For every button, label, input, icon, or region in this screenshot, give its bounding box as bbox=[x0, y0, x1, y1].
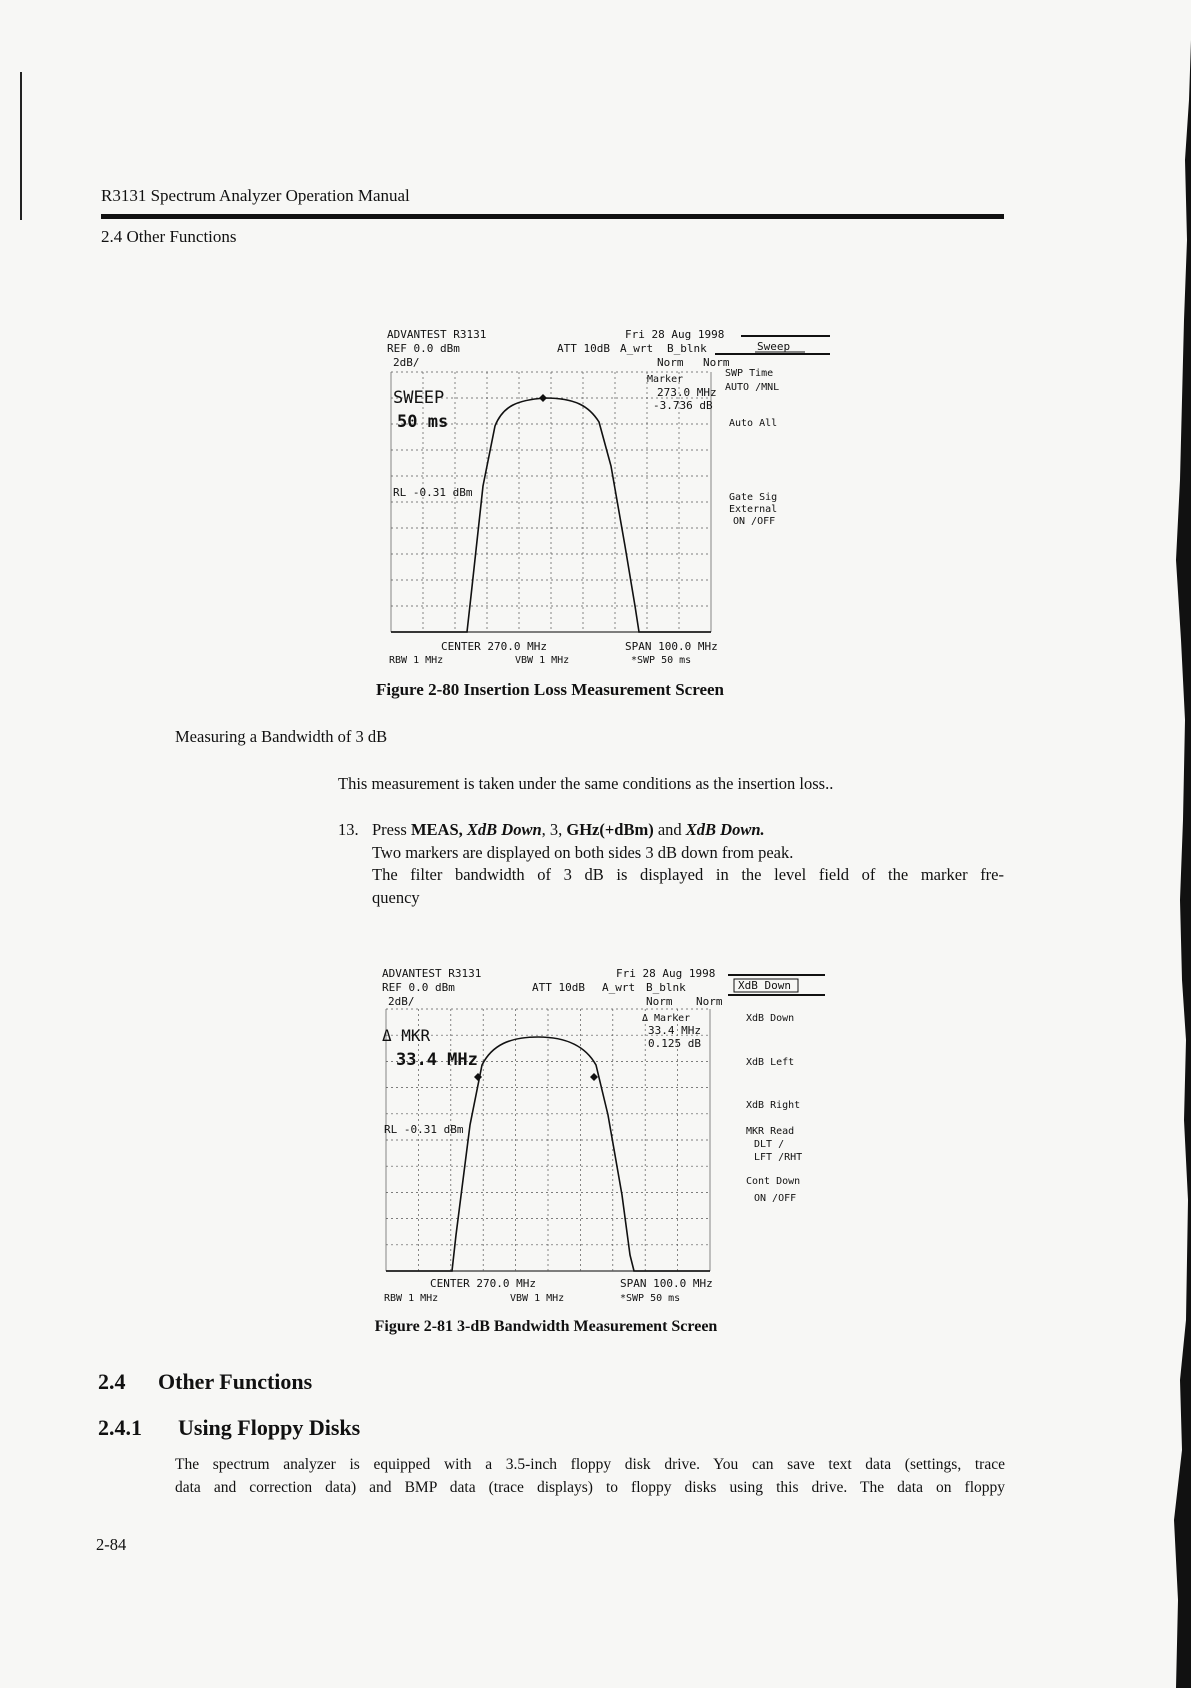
section-2-4-number: 2.4 bbox=[98, 1369, 126, 1394]
fig2-menu-7: ON /OFF bbox=[754, 1193, 797, 1204]
paragraph-conditions: This measurement is taken under the same conditions as the insertion loss.. bbox=[338, 774, 834, 793]
fig1-menu-4: External bbox=[729, 504, 778, 515]
fig2-bblnk: B_blnk bbox=[646, 981, 686, 994]
marker-diamond bbox=[539, 394, 547, 402]
fig2-swp: *SWP 50 ms bbox=[620, 1293, 681, 1304]
fig1-big-label-2: 50 ms bbox=[397, 412, 449, 432]
fig2-vbw: VBW 1 MHz bbox=[510, 1293, 565, 1304]
fig2-norm-a: Norm bbox=[646, 995, 673, 1008]
fig2-menu-2: XdB Right bbox=[746, 1100, 801, 1111]
floppy-para-line2: data and correction data) and BMP data (trace displays) to floppy disks using this drive. The data on floppy bbox=[175, 1479, 1005, 1496]
softkey-xdb-down-1: XdB Down bbox=[466, 820, 542, 839]
fig2-awrt: A_wrt bbox=[602, 981, 636, 994]
fig1-span: SPAN 100.0 MHz bbox=[625, 640, 718, 653]
section-header: 2.4 Other Functions bbox=[101, 227, 237, 246]
fig1-swp: *SWP 50 ms bbox=[631, 655, 692, 666]
fig2-marker-freq: 33.4 MHz bbox=[648, 1024, 701, 1037]
fig2-big-label-2: 33.4 MHz bbox=[396, 1050, 478, 1070]
fig1-menu-1: AUTO /MNL bbox=[725, 382, 780, 393]
figure-2-screen bbox=[380, 965, 832, 1307]
fig1-rbw: RBW 1 MHz bbox=[389, 655, 444, 666]
fig2-center: CENTER 270.0 MHz bbox=[430, 1277, 536, 1290]
marker-diamond bbox=[590, 1073, 598, 1081]
section-2-4-1-title: Using Floppy Disks bbox=[178, 1415, 361, 1440]
page-number: 2-84 bbox=[96, 1535, 127, 1554]
fig1-att: ATT 10dB bbox=[557, 342, 610, 355]
step-13-line2: Two markers are displayed on both sides 3 dB down from peak. bbox=[372, 843, 794, 862]
fig1-awrt: A_wrt bbox=[620, 342, 654, 355]
fig2-menu-1: XdB Left bbox=[746, 1057, 795, 1068]
key-meas: MEAS, bbox=[410, 820, 463, 839]
step-13-instruction bbox=[372, 819, 765, 841]
figure-2-caption: Figure 2-81 3-dB Bandwidth Measurement Screen bbox=[374, 1318, 718, 1335]
fig1-menu-title: Sweep bbox=[757, 340, 791, 353]
fig1-marker-label: Marker bbox=[647, 374, 684, 385]
fig1-date: Fri 28 Aug 1998 bbox=[625, 328, 725, 341]
fig1-big-label-1: SWEEP bbox=[393, 388, 445, 408]
step-13-line4: quency bbox=[372, 888, 420, 907]
fig2-menu-title: XdB Down bbox=[738, 979, 791, 992]
step-press: Press bbox=[372, 820, 407, 839]
fig1-rl: RL -0.31 dBm bbox=[393, 486, 473, 499]
header-rule bbox=[101, 214, 1004, 219]
fig2-markers bbox=[474, 1073, 598, 1081]
section-2-4-title: Other Functions bbox=[158, 1369, 313, 1394]
fig2-big-label-1: Δ MKR bbox=[382, 1026, 431, 1045]
fig2-rbw: RBW 1 MHz bbox=[384, 1293, 439, 1304]
section-2-4-1-number: 2.4.1 bbox=[98, 1415, 142, 1440]
manual-title: R3131 Spectrum Analyzer Operation Manual bbox=[101, 186, 410, 205]
step-13-line3: The filter bandwidth of 3 dB is displayed in the level field of the marker fre- bbox=[372, 865, 1004, 884]
fig2-span: SPAN 100.0 MHz bbox=[620, 1277, 713, 1290]
subheading-3db: Measuring a Bandwidth of 3 dB bbox=[175, 727, 388, 746]
fig1-menu-3: Gate Sig bbox=[729, 492, 778, 503]
fig1-bblnk: B_blnk bbox=[667, 342, 707, 355]
figure-1-screen bbox=[385, 326, 837, 666]
fig2-date: Fri 28 Aug 1998 bbox=[616, 967, 716, 980]
softkey-xdb-down-2: XdB Down. bbox=[685, 820, 765, 839]
fig1-top-left: ADVANTEST R3131 bbox=[387, 328, 487, 341]
fig2-menu-5: LFT /RHT bbox=[754, 1152, 803, 1163]
floppy-para-line1: The spectrum analyzer is equipped with a 3.5-inch floppy disk drive. You can save text data (settings, trace bbox=[175, 1456, 1005, 1473]
fig2-scale: 2dB/ bbox=[388, 995, 415, 1008]
fig1-center: CENTER 270.0 MHz bbox=[441, 640, 547, 653]
fig2-top-left: ADVANTEST R3131 bbox=[382, 967, 482, 980]
fig1-vbw: VBW 1 MHz bbox=[515, 655, 570, 666]
fig1-marker-freq: 273.0 MHz bbox=[657, 386, 717, 399]
fig1-norm-b: Norm bbox=[703, 356, 730, 369]
fig2-rl: RL -0.31 dBm bbox=[384, 1123, 464, 1136]
figure-1-caption: Figure 2-80 Insertion Loss Measurement Screen bbox=[376, 680, 724, 699]
fig2-norm-b: Norm bbox=[696, 995, 723, 1008]
fig1-menu-0: SWP Time bbox=[725, 368, 774, 379]
fig1-menu-5: ON /OFF bbox=[733, 516, 776, 527]
scan-edge-shadow bbox=[1136, 0, 1191, 1688]
fig2-menu-6: Cont Down bbox=[746, 1176, 801, 1187]
fig2-menu-4: DLT / bbox=[754, 1139, 785, 1150]
fig2-ref: REF 0.0 dBm bbox=[382, 981, 455, 994]
scan-margin-line bbox=[20, 72, 22, 220]
fig1-menu-2: Auto All bbox=[729, 418, 778, 429]
fig1-ref: REF 0.0 dBm bbox=[387, 342, 460, 355]
fig1-norm-a: Norm bbox=[657, 356, 684, 369]
fig2-menu-3: MKR Read bbox=[746, 1126, 795, 1137]
fig1-scale: 2dB/ bbox=[393, 356, 420, 369]
fig2-att: ATT 10dB bbox=[532, 981, 585, 994]
step-and: and bbox=[657, 820, 682, 839]
fig2-menu-0: XdB Down bbox=[746, 1013, 795, 1024]
fig2-marker-level: 0.125 dB bbox=[648, 1037, 701, 1050]
fig1-marker-level: -3.736 dB bbox=[653, 399, 713, 412]
fig1-marker bbox=[539, 394, 547, 402]
fig2-marker-label: Δ Marker bbox=[642, 1013, 691, 1024]
key-ghz: GHz(+dBm) bbox=[566, 820, 654, 839]
step-13-number: 13. bbox=[338, 820, 359, 839]
step-comma-3: , 3, bbox=[541, 820, 563, 839]
